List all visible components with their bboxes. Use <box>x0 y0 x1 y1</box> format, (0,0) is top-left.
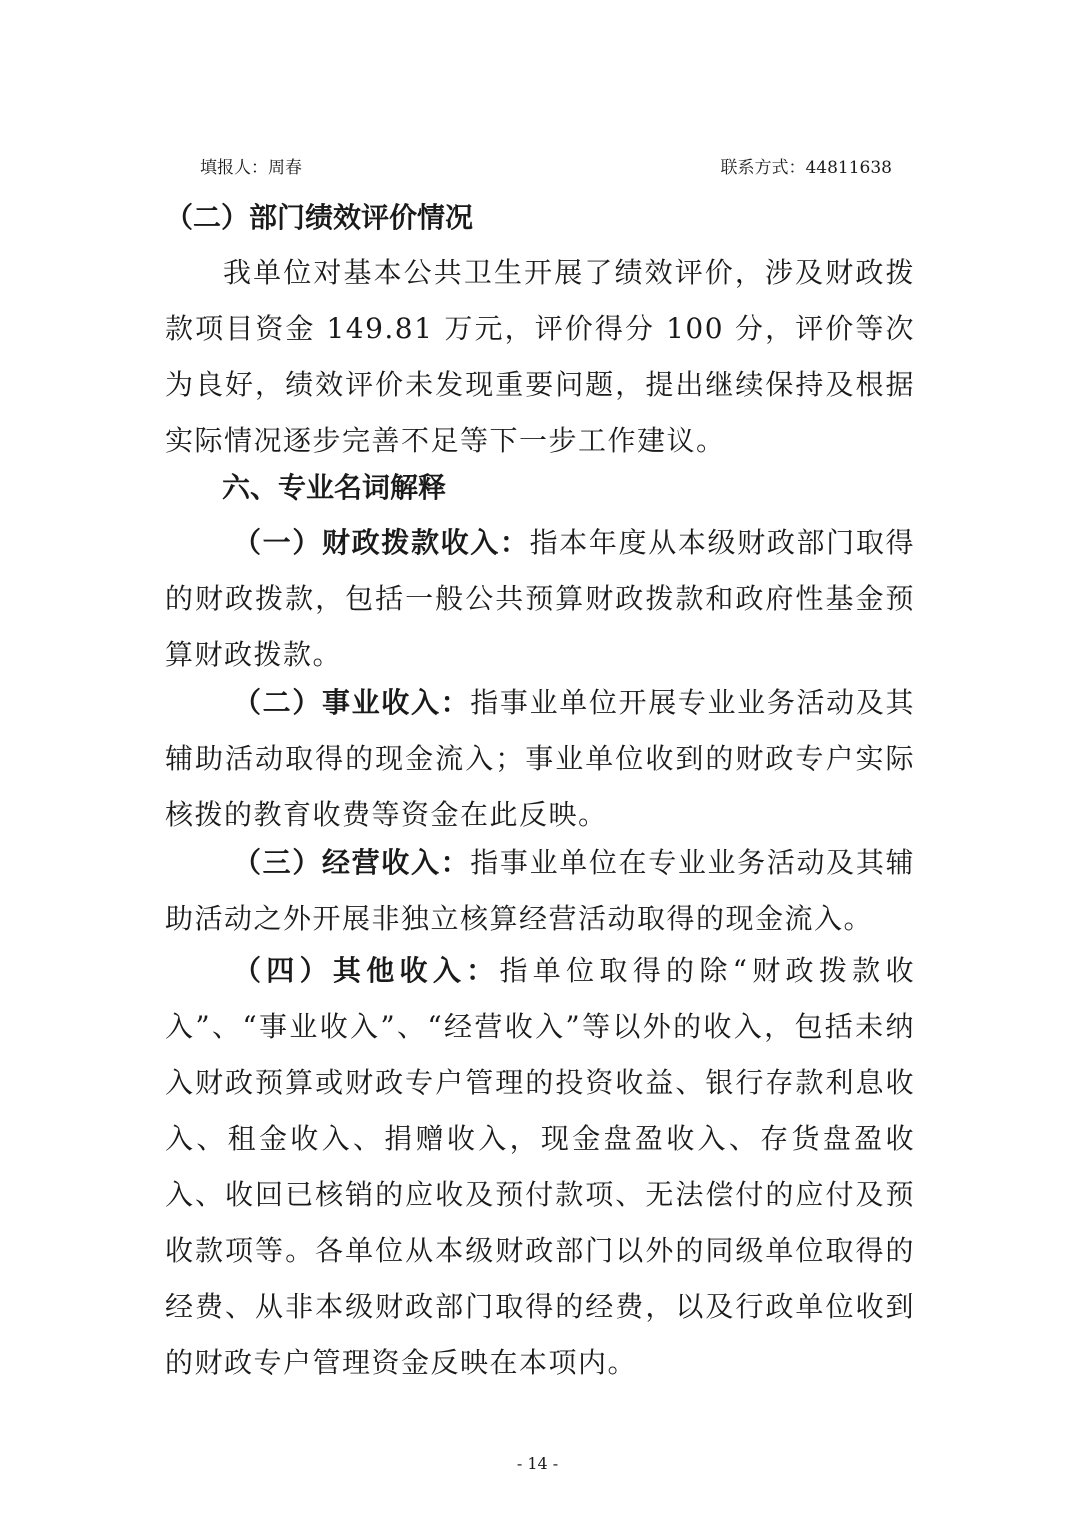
term-title: （一）财政拨款收入： <box>233 526 530 559</box>
section-heading-terms: 六、专业名词解释 <box>222 471 447 504</box>
term-definition: 指事业单位开展专业业务活动及其辅助活动取得的现金流入；事业单位收到的财政专户实际核拨的教育收费等资金在此反映。 <box>165 686 915 831</box>
contact-label: 联系方式：44811638 <box>720 158 892 178</box>
term-title: （四）其他收入： <box>233 954 500 987</box>
term-item <box>165 835 915 947</box>
term-title: （三）经营收入： <box>233 846 471 879</box>
term-definition: 指事业单位在专业业务活动及其辅助活动之外开展非独立核算经营活动取得的现金流入。 <box>165 846 915 935</box>
performance-paragraph: 我单位对基本公共卫生开展了绩效评价，涉及财政拨款项目资金 149.81 万元，评价得分 100 分，评价等次为良好，绩效评价未发现重要问题，提出继续保持及根据实际情况逐步完善不足等下一步工作建议。 <box>165 256 915 457</box>
section-heading-performance: （二）部门绩效评价情况 <box>165 201 474 234</box>
term-item <box>165 943 915 1391</box>
term-item <box>165 675 915 843</box>
term-definition: 指本年度从本级财政部门取得的财政拨款，包括一般公共预算财政拨款和政府性基金预算财政拨款。 <box>165 526 915 671</box>
filler-label: 填报人：周春 <box>200 158 302 178</box>
filler-info-row <box>200 152 892 184</box>
page-number: - 14 - <box>516 1454 559 1473</box>
term-title: （二）事业收入： <box>233 686 471 719</box>
term-item <box>165 515 915 683</box>
term-definition: 指单位取得的除“财政拨款收入”、“事业收入”、“经营收入”等以外的收入，包括未纳入财政预算或财政专户管理的投资收益、银行存款利息收入、租金收入、捐赠收入，现金盘盈收入、存货盘盈收入、收回已核销的应收及预付款项、无法偿付的应付及预收款项等。各单位从本级财政部门以外的同级单位取得的经费、从非本级财政部门取得的经费，以及行政单位收到的财政专户管理资金反映在本项内。 <box>165 954 915 1379</box>
